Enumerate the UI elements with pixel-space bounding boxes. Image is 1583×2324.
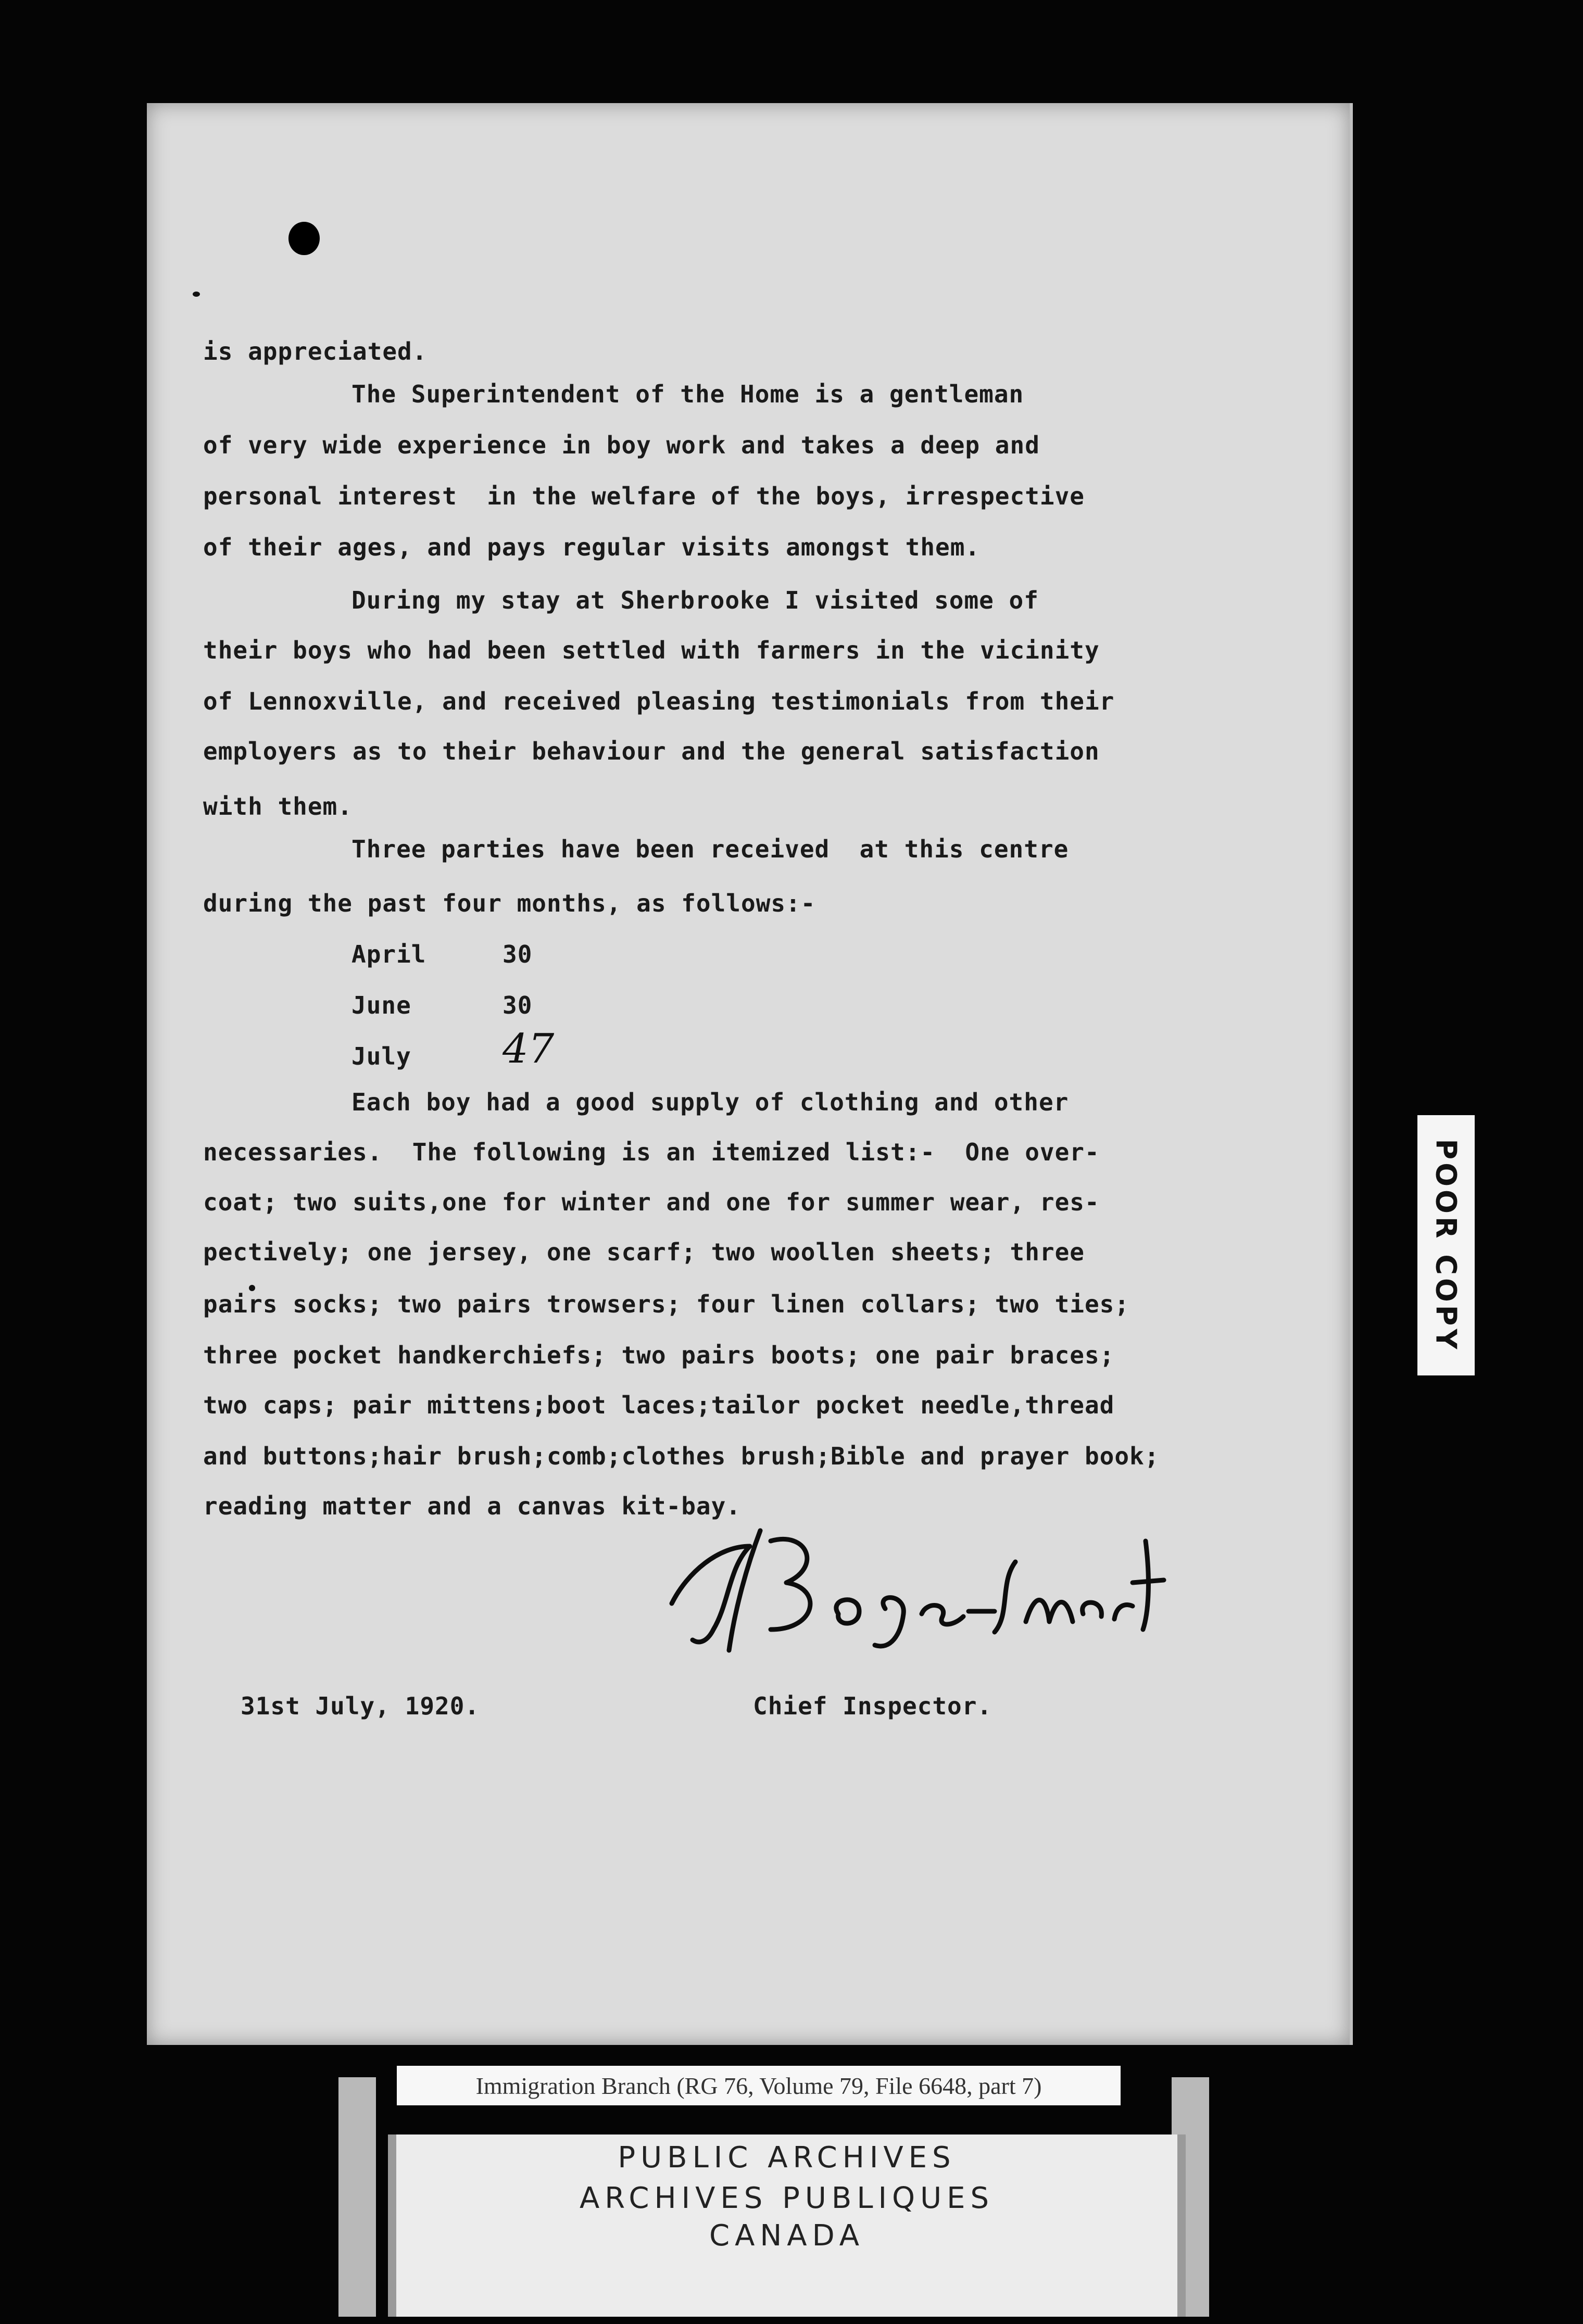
paragraph-line: of their ages, and pays regular visits amongst them. bbox=[203, 533, 981, 561]
party-count: 30 bbox=[502, 991, 533, 1019]
party-month: July bbox=[351, 1042, 411, 1070]
poor-copy-label: POOR COPY bbox=[1429, 1139, 1463, 1352]
paragraph-line: personal interest in the welfare of the boys, irrespective bbox=[203, 482, 1085, 510]
paragraph-line: reading matter and a canvas kit-bay. bbox=[203, 1492, 741, 1520]
punch-hole bbox=[288, 222, 320, 255]
party-count: 30 bbox=[502, 940, 533, 968]
card-tab-left bbox=[338, 2077, 376, 2317]
signatory-title: Chief Inspector. bbox=[753, 1692, 992, 1720]
archives-card-line: PUBLIC ARCHIVES bbox=[618, 2141, 956, 2175]
paragraph-line: pectively; one jersey, one scarf; two woollen sheets; three bbox=[203, 1238, 1085, 1266]
paragraph-line: is appreciated. bbox=[203, 337, 428, 365]
paragraph-line: employers as to their behaviour and the general satisfaction bbox=[203, 737, 1100, 765]
paragraph-line: with them. bbox=[203, 792, 353, 820]
paragraph-line: The Superintendent of the Home is a gentleman bbox=[351, 380, 1024, 408]
paragraph-line: of very wide experience in boy work and takes a deep and bbox=[203, 431, 1040, 459]
paragraph-line: necessaries. The following is an itemized list:- One over- bbox=[203, 1138, 1100, 1166]
letter-date: 31st July, 1920. bbox=[241, 1692, 480, 1720]
paragraph-line: and buttons;hair brush;comb;clothes brush;Bible and prayer book; bbox=[203, 1442, 1160, 1470]
paragraph-line: their boys who had been settled with farmers in the vicinity bbox=[203, 636, 1100, 664]
paragraph-line: of Lennoxville, and received pleasing testimonials from their bbox=[203, 687, 1115, 715]
public-archives-card bbox=[388, 2134, 1186, 2317]
paragraph-line: during the past four months, as follows:- bbox=[203, 889, 816, 917]
paragraph-line: pairs socks; two pairs trowsers; four linen collars; two ties; bbox=[203, 1290, 1130, 1318]
paragraph-line: three pocket handkerchiefs; two pairs boots; one pair braces; bbox=[203, 1341, 1115, 1369]
film-speck bbox=[193, 292, 200, 297]
paragraph-line: Each boy had a good supply of clothing and other bbox=[351, 1088, 1069, 1116]
party-count-handwritten: 47 bbox=[502, 1026, 555, 1072]
poor-copy-stamp bbox=[1417, 1115, 1475, 1375]
archives-card-line: CANADA bbox=[709, 2219, 865, 2253]
party-month: April bbox=[351, 940, 426, 968]
archives-card-line: ARCHIVES PUBLIQUES bbox=[579, 2181, 995, 2215]
handwritten-signature bbox=[651, 1510, 1172, 1656]
archive-citation-label: Immigration Branch (RG 76, Volume 79, File 6648, part 7) bbox=[397, 2066, 1121, 2105]
party-month: June bbox=[351, 991, 411, 1019]
paragraph-line: Three parties have been received at this centre bbox=[351, 835, 1069, 863]
paragraph-line: coat; two suits,one for winter and one for summer wear, res- bbox=[203, 1188, 1100, 1216]
paragraph-line: two caps; pair mittens;boot laces;tailor pocket needle,thread bbox=[203, 1391, 1115, 1419]
paragraph-line: During my stay at Sherbrooke I visited some of bbox=[351, 586, 1039, 614]
